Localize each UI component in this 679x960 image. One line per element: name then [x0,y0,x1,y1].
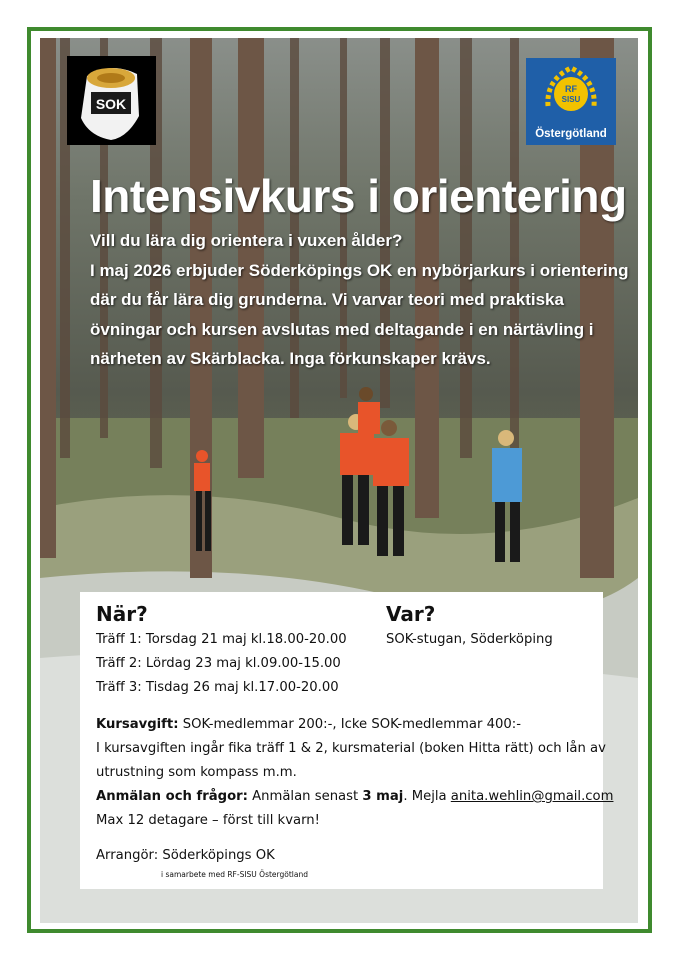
svg-text:SISU: SISU [561,95,581,104]
email-link[interactable]: anita.wehlin@gmail.com [450,789,614,804]
signup-label: Anmälan och frågor: [96,789,248,804]
participant-limit: Max 12 detagare – först till kvarn! [96,813,320,828]
svg-text:Östergötland: Östergötland [535,128,607,140]
intro-question: Vill du lära dig orientera i vuxen ålder? [90,231,403,250]
organizer: Arrangör: Söderköpings OK [96,848,275,863]
fee-line [96,717,521,732]
intro-text [90,226,630,374]
fee-text: SOK-medlemmar 200:-, Icke SOK-medlemmar 400:- [178,717,521,732]
signup-deadline: 3 maj [362,789,404,804]
poster-headline: Intensivkurs i orientering [90,170,627,222]
fee-label: Kursavgift: [96,717,179,732]
svg-text:RF: RF [565,84,577,94]
partner-note: i samarbete med RF-SISU Östergötland [161,870,308,879]
fee-includes-2: utrustning som kompass m.m. [96,765,297,780]
rf-sisu-logo [526,58,616,145]
sok-club-logo [67,56,156,145]
where-place: SOK-stugan, Söderköping [386,632,553,647]
session-1: Träff 1: Torsdag 21 maj kl.18.00-20.00 [96,632,347,647]
signup-line [96,789,613,804]
signup-text: Anmälan senast [247,789,363,804]
intro-body: I maj 2026 erbjuder Söderköpings OK en nybörjarkurs i orientering där du får lära dig grunderna. Vi varvar teori med praktiska övningar och kursen avslutas med deltagande i en närtävling i närheten av Skärblacka. Inga förkunskaper krävs. [90,260,629,368]
signup-text-after: . Mejla [403,789,451,804]
fee-includes-1: I kursavgiften ingår fika träff 1 & 2, kursmaterial (boken Hitta rätt) och lån av [96,741,606,756]
when-heading: När? [96,602,148,626]
session-3: Träff 3: Tisdag 26 maj kl.17.00-20.00 [96,680,339,695]
session-2: Träff 2: Lördag 23 maj kl.09.00-15.00 [96,656,341,671]
where-heading: Var? [386,602,436,626]
info-card [80,592,614,889]
svg-text:SOK: SOK [95,96,127,112]
